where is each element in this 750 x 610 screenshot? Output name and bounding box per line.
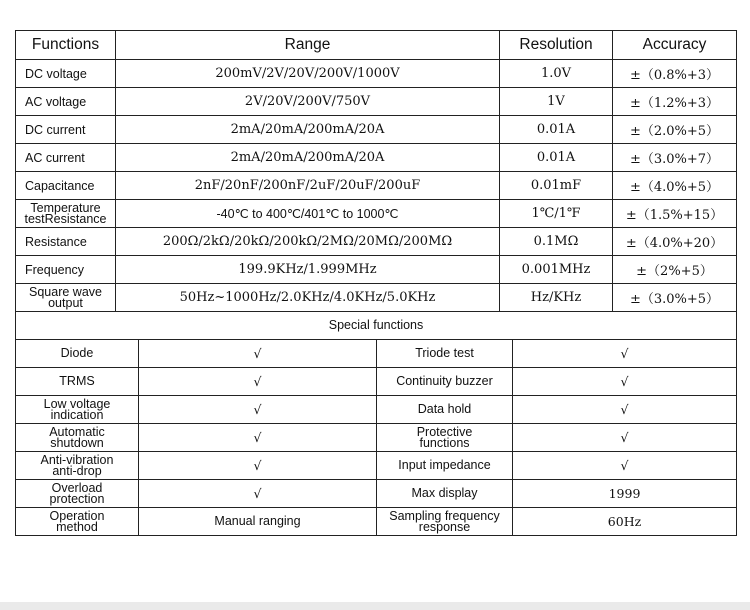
function-label-line2: output <box>48 295 83 310</box>
range-cell: 50Hz~1000Hz/2.0KHz/4.0KHz/5.0KHz <box>116 284 500 312</box>
left-feature-label <box>16 368 139 396</box>
right-feature-label <box>377 508 513 536</box>
range-cell: 2mA/20mA/200mA/20A <box>116 116 500 144</box>
range-cell: 2mA/20mA/200mA/20A <box>116 144 500 172</box>
left-feature-line1: Automatic <box>49 424 105 439</box>
function-cell: AC current <box>16 144 116 172</box>
special-row <box>16 340 737 368</box>
right-feature-label <box>377 452 513 480</box>
resolution-cell: Hz/KHz <box>500 284 613 312</box>
accuracy-cell: ±（4.0%+5） <box>613 172 737 200</box>
function-cell <box>16 200 116 228</box>
resolution-cell: 0.1MΩ <box>500 228 613 256</box>
resolution-cell: 0.01A <box>500 116 613 144</box>
range-cell: 2V/20V/200V/750V <box>116 88 500 116</box>
right-checkmark: √ <box>513 424 737 452</box>
right-feature-line1: Sampling frequency <box>389 508 500 523</box>
header-functions: Functions <box>16 31 116 60</box>
spec-row <box>16 144 737 172</box>
special-title-row <box>16 312 737 340</box>
spec-row <box>16 256 737 284</box>
left-feature-label <box>16 340 139 368</box>
right-feature-line1: Input impedance <box>398 458 491 472</box>
accuracy-cell: ±（1.2%+3） <box>613 88 737 116</box>
header-range: Range <box>116 31 500 60</box>
accuracy-cell: ±（1.5%+15） <box>613 200 737 228</box>
spec-row <box>16 116 737 144</box>
header-resolution: Resolution <box>500 31 613 60</box>
right-feature-label <box>377 480 513 508</box>
right-feature-value: 60Hz <box>513 508 737 536</box>
resolution-cell: 1V <box>500 88 613 116</box>
left-feature-line2: anti-drop <box>52 463 102 478</box>
left-feature-line1: TRMS <box>59 374 95 388</box>
special-rows <box>16 340 737 536</box>
left-checkmark: √ <box>139 480 377 508</box>
right-checkmark: √ <box>513 452 737 480</box>
spec-row <box>16 284 737 312</box>
special-row <box>16 424 737 452</box>
accuracy-cell: ±（3.0%+5） <box>613 284 737 312</box>
accuracy-cell: ±（3.0%+7） <box>613 144 737 172</box>
left-checkmark: √ <box>139 368 377 396</box>
right-feature-line1: Protective <box>416 424 473 439</box>
right-feature-label <box>377 424 513 452</box>
special-row <box>16 396 737 424</box>
function-cell: DC voltage <box>16 60 116 88</box>
right-feature-line2: response <box>418 519 471 534</box>
left-checkmark: √ <box>139 396 377 424</box>
right-feature-label <box>377 368 513 396</box>
accuracy-cell: ±（2.0%+5） <box>613 116 737 144</box>
range-cell: 2nF/20nF/200nF/2uF/20uF/200uF <box>116 172 500 200</box>
right-feature-value: 1999 <box>513 480 737 508</box>
resolution-cell: 0.01mF <box>500 172 613 200</box>
left-checkmark: √ <box>139 424 377 452</box>
left-feature-line1: Low voltage <box>43 396 111 411</box>
resolution-cell: 1℃/1℉ <box>500 200 613 228</box>
spec-row <box>16 60 737 88</box>
spec-row <box>16 88 737 116</box>
special-row <box>16 480 737 508</box>
left-feature-line2: method <box>56 519 98 534</box>
right-checkmark: √ <box>513 340 737 368</box>
header-accuracy: Accuracy <box>613 31 737 60</box>
page-bottom-strip <box>0 602 750 610</box>
spec-row <box>16 228 737 256</box>
function-cell: Frequency <box>16 256 116 284</box>
left-feature-line1: Diode <box>60 346 94 360</box>
special-row <box>16 452 737 480</box>
special-functions-title: Special functions <box>16 312 737 340</box>
left-feature-label <box>16 452 139 480</box>
left-feature-label <box>16 508 139 536</box>
right-feature-line1: Triode test <box>415 346 474 360</box>
special-functions-table <box>15 312 737 536</box>
spec-sheet <box>15 30 736 536</box>
right-feature-label <box>377 396 513 424</box>
left-feature-label <box>16 424 139 452</box>
left-feature-label <box>16 480 139 508</box>
spec-row <box>16 200 737 228</box>
left-feature-line1: Anti-vibration <box>40 452 114 467</box>
range-cell: -40℃ to 400℃/401℃ to 1000℃ <box>116 200 500 228</box>
left-checkmark: √ <box>139 452 377 480</box>
right-checkmark: √ <box>513 368 737 396</box>
function-cell: Resistance <box>16 228 116 256</box>
right-feature-line1: Data hold <box>417 402 472 416</box>
special-row <box>16 368 737 396</box>
left-feature-label <box>16 396 139 424</box>
accuracy-cell: ±（4.0%+20） <box>613 228 737 256</box>
special-row <box>16 508 737 536</box>
range-cell: 200Ω/2kΩ/20kΩ/200kΩ/2MΩ/20MΩ/200MΩ <box>116 228 500 256</box>
right-feature-line1: Max display <box>411 486 478 500</box>
resolution-cell: 0.001MHz <box>500 256 613 284</box>
function-label-line1: Square wave <box>29 284 102 299</box>
function-cell: Capacitance <box>16 172 116 200</box>
accuracy-cell: ±（0.8%+3） <box>613 60 737 88</box>
left-feature-line2: protection <box>49 491 105 506</box>
left-feature-value: Manual ranging <box>139 508 377 536</box>
right-checkmark: √ <box>513 396 737 424</box>
resolution-cell: 1.0V <box>500 60 613 88</box>
range-cell: 199.9KHz/1.999MHz <box>116 256 500 284</box>
right-feature-line2: functions <box>419 435 470 450</box>
left-feature-line2: shutdown <box>50 435 104 450</box>
spec-rows <box>16 60 737 312</box>
right-feature-line1: Continuity buzzer <box>396 374 493 388</box>
left-checkmark: √ <box>139 340 377 368</box>
left-feature-line1: Overload <box>51 480 103 495</box>
right-feature-label <box>377 340 513 368</box>
function-cell: AC voltage <box>16 88 116 116</box>
function-cell: DC current <box>16 116 116 144</box>
function-label-line2: testResistance <box>24 211 107 226</box>
accuracy-cell: ±（2%+5） <box>613 256 737 284</box>
header-row <box>16 31 737 60</box>
left-feature-line2: indication <box>50 407 104 422</box>
spec-row <box>16 172 737 200</box>
function-cell <box>16 284 116 312</box>
resolution-cell: 0.01A <box>500 144 613 172</box>
range-cell: 200mV/2V/20V/200V/1000V <box>116 60 500 88</box>
left-feature-line1: Operation <box>49 508 105 523</box>
specifications-table <box>15 30 737 312</box>
function-label-line1: Temperature <box>30 200 101 215</box>
